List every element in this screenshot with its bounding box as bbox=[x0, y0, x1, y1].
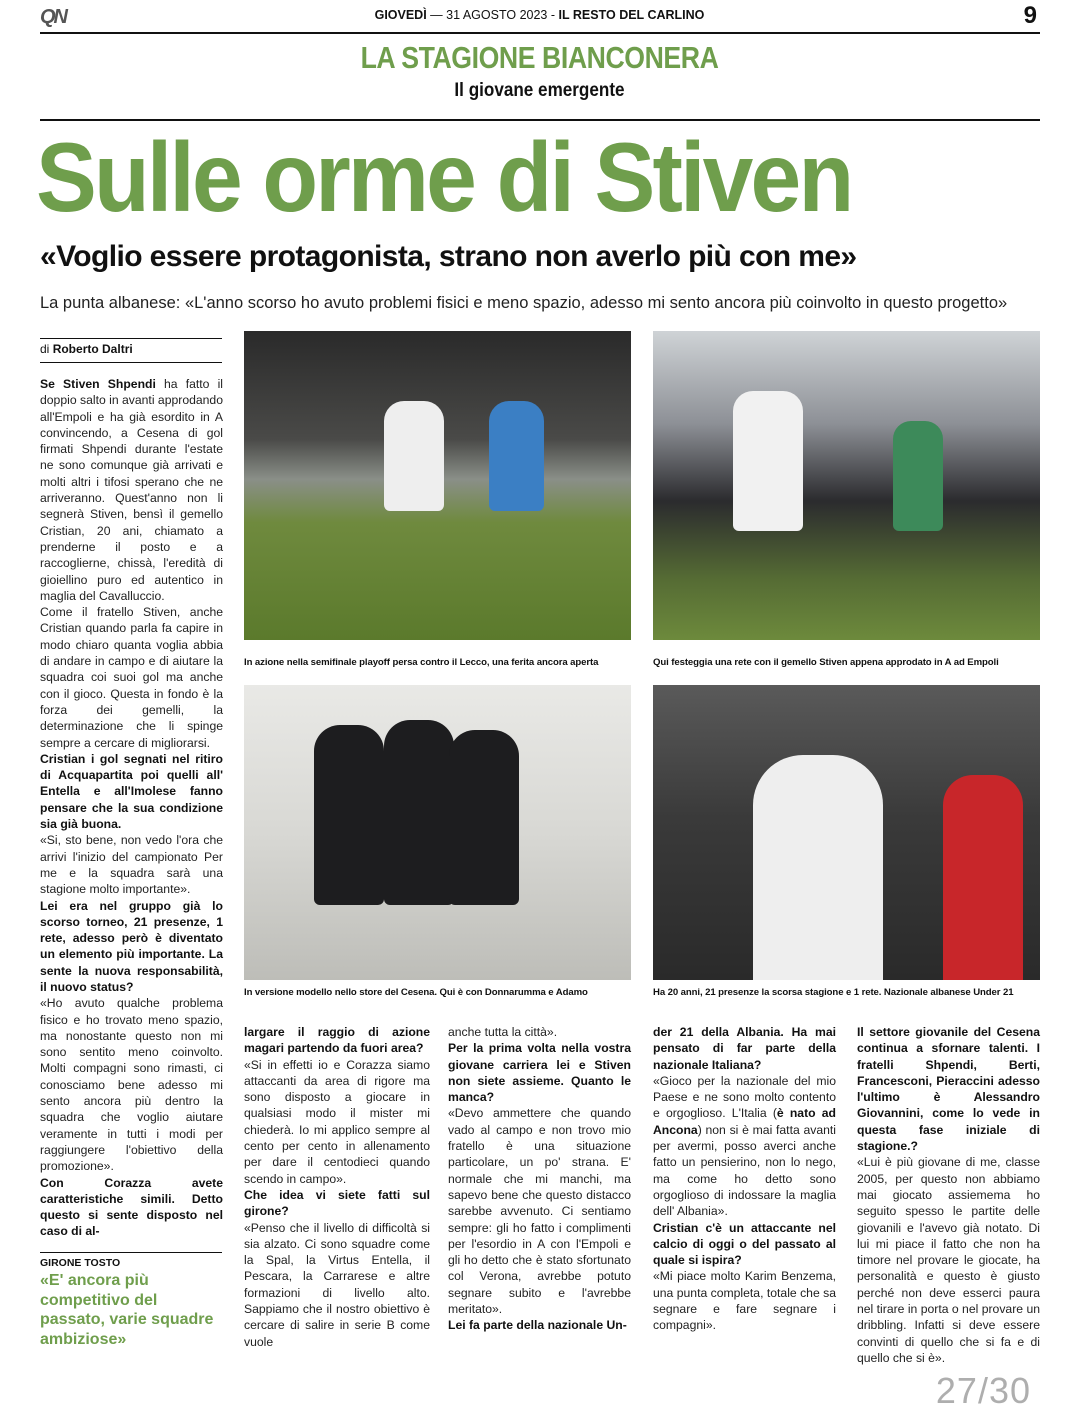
bold-text: Per la prima volta nella vostra giovane carriera lei e Stiven non siete assieme. Quanto le manca? bbox=[448, 1041, 631, 1105]
interview-question bbox=[653, 1220, 836, 1269]
text: «Gioco per la nazionale del mio Paese e ne sono molto contento e orgoglioso. L'Italia ( bbox=[653, 1073, 836, 1121]
paragraph bbox=[857, 1154, 1040, 1366]
text: «Mi piace molto Karim Benzema, una punta completa, totale che sa segnare e fare segnare i compagni». bbox=[653, 1269, 836, 1333]
text: ha fatto il doppio salto in avanti approdando all'Empoli e ha già esordito in A convincendo, a Cesena di gol firmati Shpendi durante l'estate ne sono comunque già arrivati e molti altri i tifosi sperano che ne arriveranno. Quest'anno non li segnerà Stiven, bensì il gemello Cristian, 20 ani, chiamato a prenderne il posto e a raccoglierne, chissà, l'eredità di gioiellino puro ed autentico in maglia del Cavalluccio. bbox=[40, 377, 223, 603]
paragraph bbox=[40, 604, 223, 751]
text: Come il fratello Stiven, anche Cristian quando parla fa capire in modo chiaro quanta voglia abbia di andare in campo e di aiutare la squadra coi suoi gol ma anche con il gioco. Questa in fondo è la forza dei gemelli, la determinazione che li spinge sempre a cercare di migliorarsi. bbox=[40, 605, 223, 750]
bold-text: largare il raggio di azione magari partendo da fuori area? bbox=[244, 1025, 430, 1056]
bold-text: Cristian i gol segnati nel ritiro di Acquapartita poi quelli all' Entella e all'Imolese fanno pensare che la sua condizione sia già buona. bbox=[40, 751, 223, 832]
interview-question bbox=[244, 1187, 430, 1220]
text: «Si in effetti io e Corazza siamo attaccanti da area di rigore ma sono disposto a giocare in qualsiasi modo il mister mi chiederà. Io mi applico sempre al cento per cento in allenamento per dare il centodieci quando scendo in campo». bbox=[244, 1057, 430, 1186]
pull-quote-label: GIRONE TOSTO bbox=[40, 1257, 121, 1269]
dash: - bbox=[550, 8, 556, 22]
article-column bbox=[448, 1024, 631, 1334]
photo-caption: Ha 20 anni, 21 presenze la scorsa stagione e 1 rete. Nazionale albanese Under 21 bbox=[653, 987, 1014, 998]
player-blue-shirt bbox=[489, 401, 544, 511]
photo-store bbox=[244, 685, 631, 980]
bold-text: Con Corazza avete caratteristiche simili. Detto questo si sente disposto nel caso di al- bbox=[40, 1175, 223, 1239]
photo-celebration bbox=[653, 331, 1040, 640]
person-black-shirt bbox=[384, 720, 454, 905]
text: «Lui è più giovane di me, classe 2005, per questo non abbiamo mai giocato assiemema ho seguito spesso le partite delle giovanili e l'avevo già notato. Di lui mi piace il fatto che non ha timore nel provare le giocate, ha personalità e questo è giusto perché non deve esserci paura nel tirare in porta o nel provare un dribbling. Infatti si deve essere convinti di quello che si fa e di quello che si è». bbox=[857, 1155, 1040, 1365]
bold-text: Cristian c'è un attaccante nel calcio di oggi o del passato al quale si ispira? bbox=[653, 1220, 836, 1268]
interview-question bbox=[857, 1024, 1040, 1154]
section-rule bbox=[40, 119, 1040, 121]
paragraph bbox=[448, 1024, 631, 1040]
player-white-shirt bbox=[733, 391, 803, 531]
bold-text: der 21 della Albania. Ha mai pensato di far parte della nazionale Italiana? bbox=[653, 1025, 836, 1072]
header-rule bbox=[40, 32, 1040, 34]
paragraph bbox=[244, 1220, 430, 1350]
newspaper-name: IL RESTO DEL CARLINO bbox=[558, 8, 705, 22]
interview-question bbox=[40, 1175, 223, 1240]
interview-question bbox=[244, 1024, 430, 1057]
photo-match-action bbox=[244, 331, 631, 640]
section-title: LA STAGIONE BIANCONERA bbox=[360, 40, 719, 75]
paragraph bbox=[653, 1073, 836, 1220]
pull-quote-box bbox=[40, 1252, 222, 1349]
headline: Sulle orme di Stiven bbox=[36, 122, 852, 232]
photo-caption: In versione modello nello store del Cesena. Qui è con Donnarumma e Adamo bbox=[244, 987, 588, 998]
paragraph bbox=[40, 832, 223, 897]
headline-quote: «Voglio essere protagonista, strano non averlo più con me» bbox=[40, 240, 857, 273]
bold-text: Che idea vi siete fatti sul girone? bbox=[244, 1187, 430, 1219]
interview-question bbox=[448, 1317, 631, 1333]
paragraph bbox=[40, 995, 223, 1174]
bold-text: Lei era nel gruppo già lo scorso torneo, 21 presenze, 1 rete, adesso però è diventato un elemento più importante. La sente la nuova responsabilità, il nuovo status? bbox=[40, 898, 223, 994]
text: «Devo ammettere che quando vado al campo e non trovo mio fratello è una situazione particolare, un po' strana. E' normale che mi manchi, ma sapevo bene che questo distacco sarebbe avvenuto. Ci sentiamo sempre: gli ho fatto i complimenti per l'esordio in A con l'Empoli e gli ho detto che è stato sfortunato col Verona, avrebbe potuto segnare subito e l'avrebbe meritato». bbox=[448, 1106, 631, 1317]
photo-caption: In azione nella semifinale playoff persa contro il Lecco, una ferita ancora aperta bbox=[244, 657, 599, 668]
qn-logo: QN bbox=[40, 6, 66, 28]
text: «Penso che il livello di difficoltà si sia alzato. Ci sono squadre come la Spal, la Virtus Entella, il Pescara, la Carrarese e altre formazioni di livello alto. Sappiamo che il nostro obiettivo è cercare di salire in serie B come vuole bbox=[244, 1220, 430, 1349]
dateline bbox=[200, 8, 879, 22]
article-column bbox=[857, 1024, 1040, 1366]
page-counter: 27/30 bbox=[935, 1370, 1031, 1411]
byline-author: Roberto Daltri bbox=[52, 342, 133, 356]
text: «Ho avuto qualche problema fisico e ho trovato meno spazio, ma nonostante questo non mi sono sentito meno coinvolto. Molti compagni sono rimasti, ci conosciamo bene adesso mi sento ancora più dentro la squadra che voglio aiutare veramente in tutti i modi per raggiungere l'obiettivo della promozione». bbox=[40, 996, 223, 1174]
player-white-shirt bbox=[753, 755, 883, 980]
paragraph bbox=[653, 1268, 836, 1333]
article-column bbox=[653, 1024, 836, 1334]
photo-portrait bbox=[653, 685, 1040, 980]
summary: La punta albanese: «L'anno scorso ho avuto problemi fisici e meno spazio, adesso mi sento ancora più coinvolto in questo progetto» bbox=[40, 294, 1008, 312]
bold-text: Se Stiven Shpendi bbox=[40, 377, 156, 391]
bold-text: Lei fa parte della nazionale Un- bbox=[448, 1318, 627, 1333]
bold-text: Il settore giovanile del Cesena continua a sfornare talenti. I fratelli Shpendi, Berti, Francesconi, Pieraccini adesso l'ultimo è Alessandro Giovannini, come lo vede in questa fase iniziale di stagione.? bbox=[857, 1025, 1040, 1154]
player-white-shirt bbox=[384, 401, 444, 511]
date: 31 AGOSTO 2023 bbox=[446, 8, 548, 22]
separator: — bbox=[430, 8, 443, 22]
text: ) non si è mai fatta avanti per avermi, posso averci anche fatto un pensierino, non lo nego, ma come ho detto sono orgoglioso di indossare la maglia dell' Albania». bbox=[653, 1122, 836, 1219]
person-black-shirt bbox=[314, 725, 384, 905]
interview-question bbox=[40, 898, 223, 996]
byline bbox=[40, 338, 222, 363]
text: «Si, sto bene, non vedo l'ora che arrivi l'inizio del campionato Per me e la squadra sarà una stagione molto importante». bbox=[40, 833, 223, 897]
person-black-shirt bbox=[449, 730, 519, 905]
paragraph bbox=[244, 1057, 430, 1187]
section-kicker: Il giovane emergente bbox=[454, 80, 625, 101]
interview-question bbox=[653, 1024, 836, 1073]
text: anche tutta la città». bbox=[448, 1025, 558, 1039]
article-column bbox=[40, 376, 223, 1240]
paragraph bbox=[448, 1105, 631, 1317]
interview-question bbox=[448, 1040, 631, 1105]
paragraph bbox=[40, 376, 223, 604]
pull-quote: «E' ancora più competitivo del passato, varie squadre ambiziose» bbox=[40, 1272, 214, 1348]
byline-prefix: di bbox=[40, 342, 50, 356]
article-column bbox=[244, 1024, 430, 1350]
interview-question bbox=[40, 751, 223, 832]
staff-green-shirt bbox=[893, 421, 943, 531]
photo-caption: Qui festeggia una rete con il gemello Stiven appena approdato in A ad Empoli bbox=[653, 657, 999, 668]
opponent-red-shirt bbox=[943, 775, 1023, 980]
page-number: 9 bbox=[1023, 2, 1037, 29]
bold-text: è nato ad Ancona bbox=[653, 1106, 837, 1137]
day: GIOVEDÌ bbox=[374, 8, 427, 22]
